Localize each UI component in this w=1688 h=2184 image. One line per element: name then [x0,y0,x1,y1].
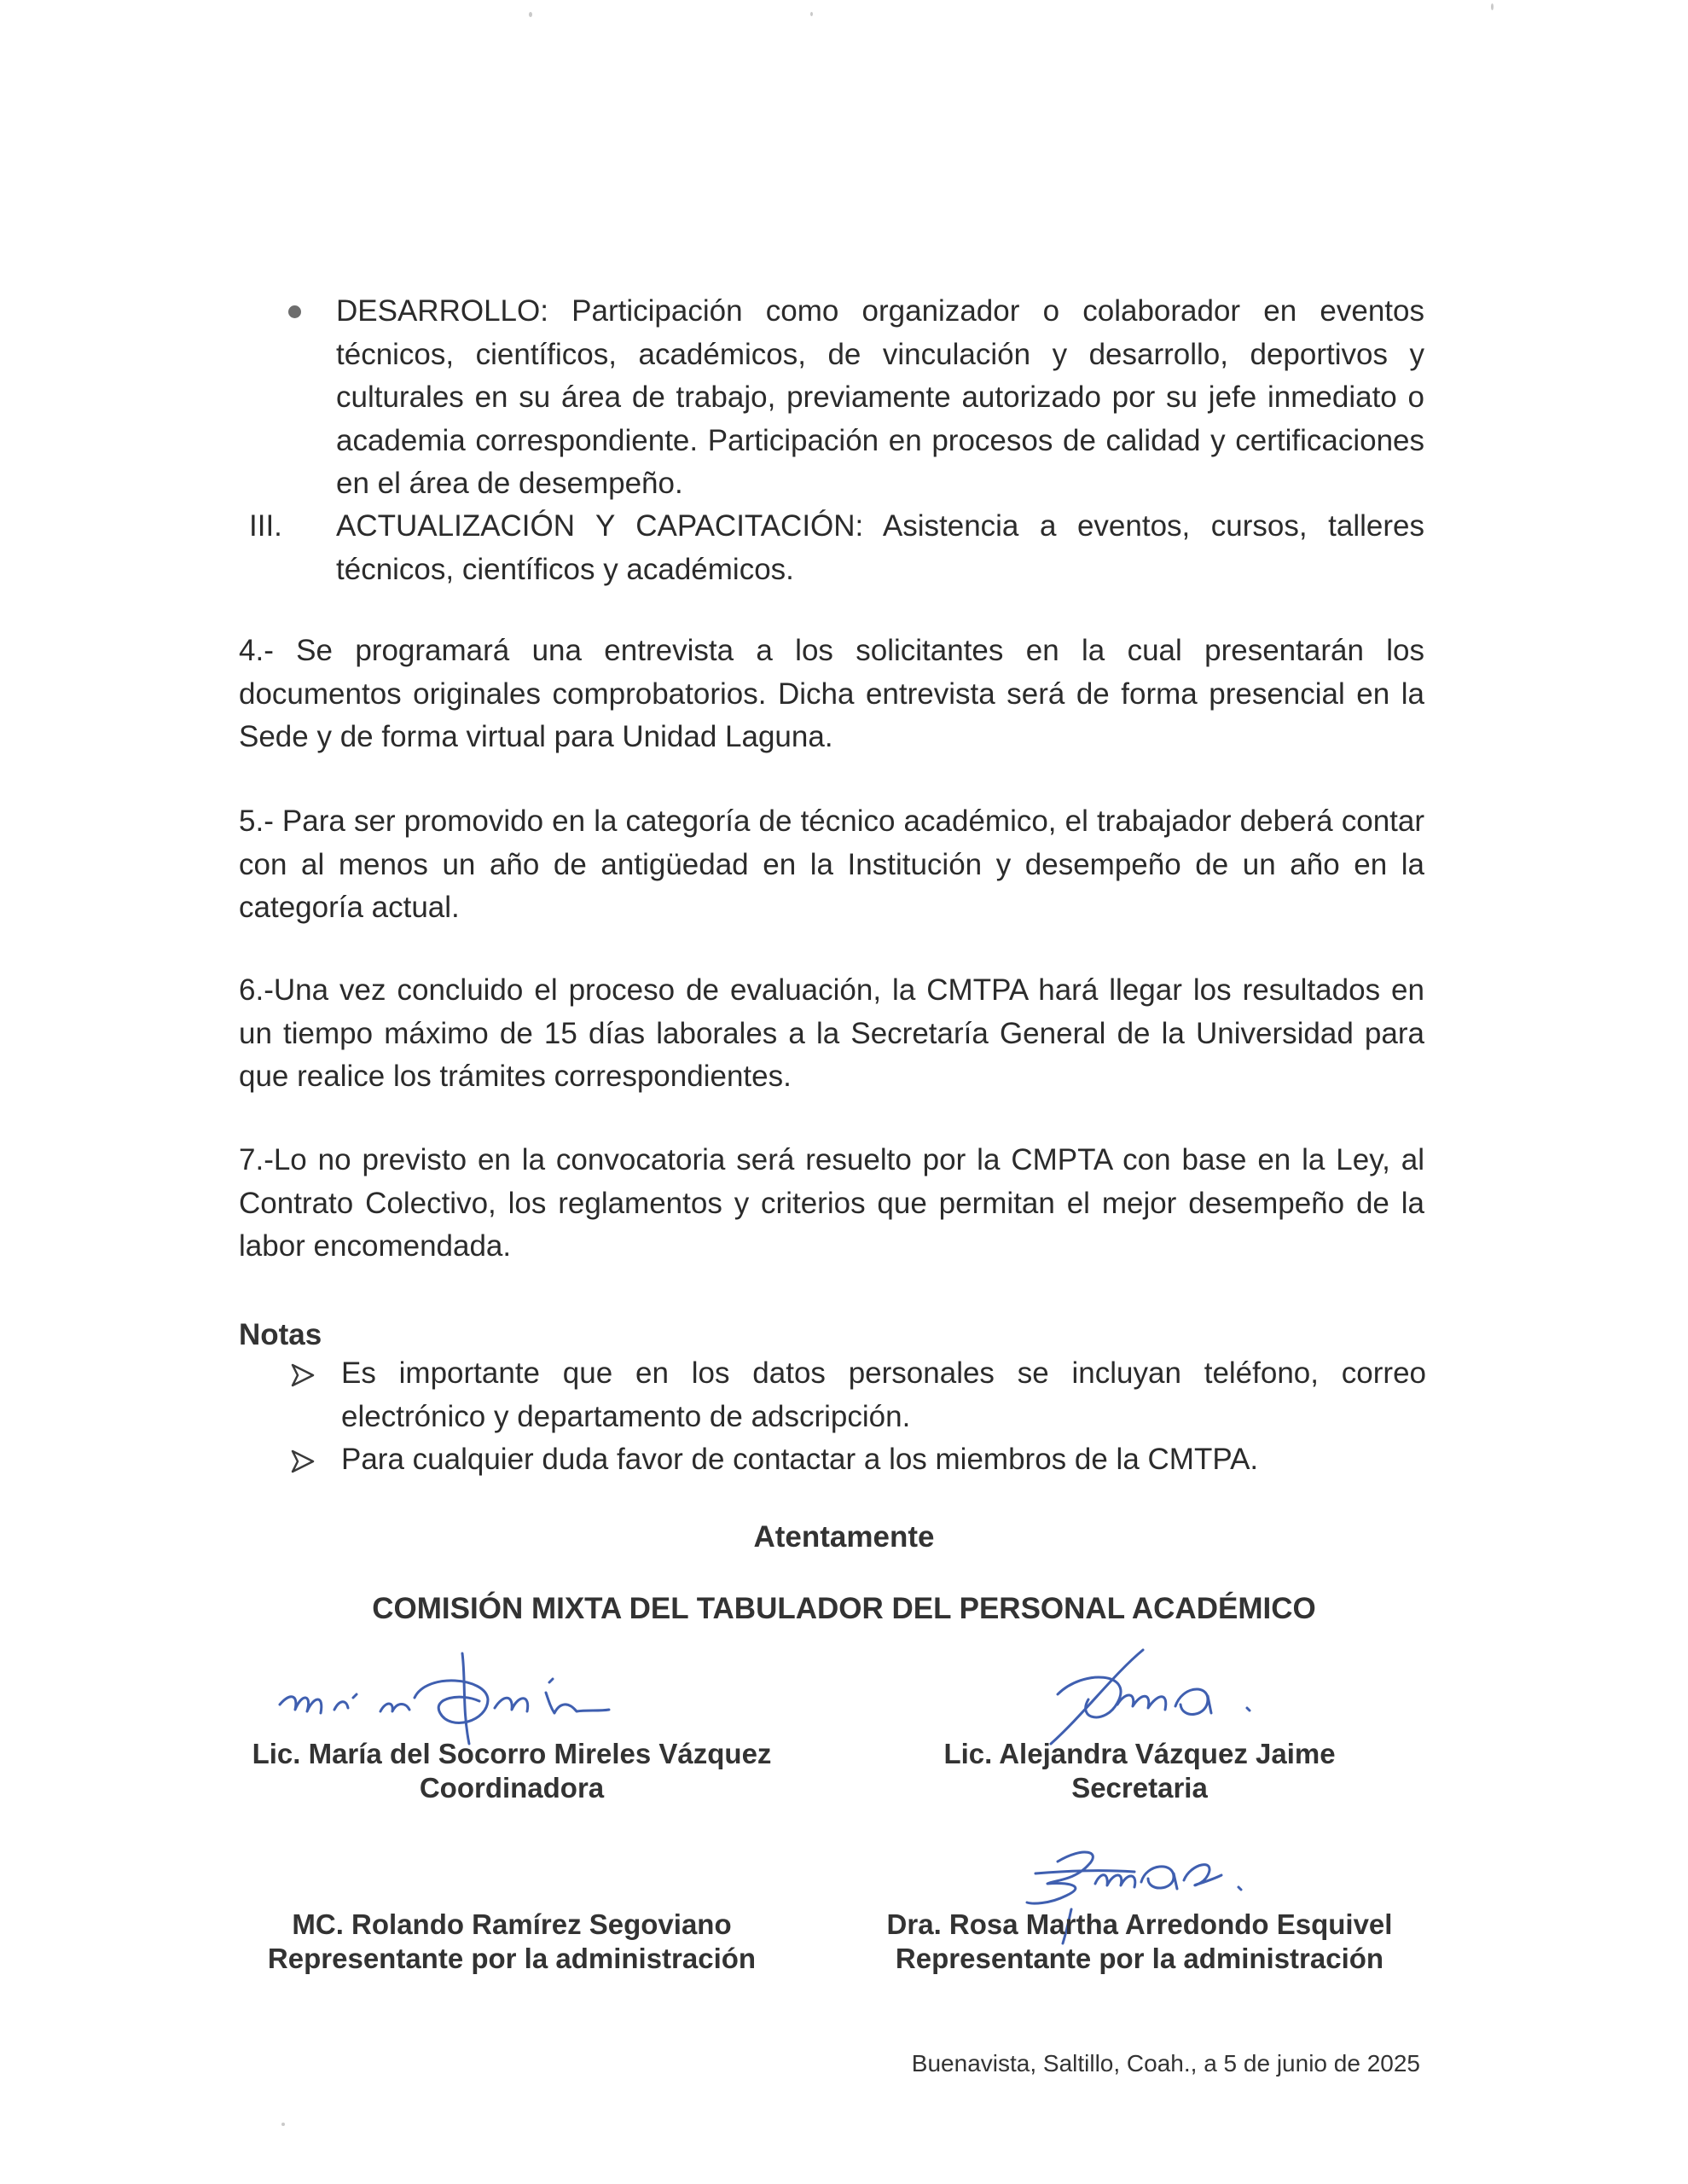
signatory-role: Representante por la administración [895,1943,1384,1974]
scan-speck [281,2123,285,2126]
signatory-name: Lic. Alejandra Vázquez Jaime [943,1738,1336,1769]
scan-speck [810,12,813,16]
paragraph-5: 5.- Para ser promovido en la categoría de técnico académico, el trabajador deberá contar con al menos un año de antigüedad en la Institución y desempeño de un año en la categoría actual. [239,804,1424,924]
signatory-secretaria [798,1737,1481,1805]
signatory-name: Dra. Rosa Martha Arredondo Esquivel [886,1908,1393,1940]
signatory-name: Lic. María del Socorro Mireles Vázquez [252,1738,772,1769]
paragraph-7: 7.-Lo no previsto en la convocatoria será resuelto por la CMPTA con base en la Ley, al Contrato Colectivo, los reglamentos y criterios que permitan el mejor desempeño de la labor encomendada. [239,1143,1424,1263]
note-text: Es importante que en los datos personales se incluyan teléfono, correo electrónico y departamento de adscripción. [341,1356,1426,1433]
roman-item-text: ACTUALIZACIÓN Y CAPACITACIÓN: Asistencia a eventos, cursos, talleres técnicos, científicos y académicos. [336,509,1424,586]
signatory-representante-1 [171,1908,853,1976]
signatory-name: MC. Rolando Ramírez Segoviano [292,1908,732,1940]
paragraph-6: 6.-Una vez concluido el proceso de evaluación, la CMTPA hará llegar los resultados en un tiempo máximo de 15 días laborales a la Secretaría General de la Universidad para que realice los trámites correspondientes. [239,973,1424,1093]
signatory-representante-2 [798,1908,1481,1976]
arrow-bullet-icon [290,1357,316,1401]
place-date: Buenavista, Saltillo, Coah., a 5 de junio de 2025 [911,2050,1420,2077]
signatory-coordinadora [171,1737,853,1805]
bullet-item-text: DESARROLLO: Participación como organizador o colaborador en eventos técnicos, científicos, académicos, de vinculación y desarrollo, deportivos y culturales en su área de trabajo, previamente autorizado por su jefe inmediato o academia correspondiente. Participación en procesos de calidad y certificaciones en el área de desempeño. [336,294,1424,500]
closing-salutation: Atentamente [753,1520,935,1554]
arrow-bullet-icon [290,1443,316,1487]
signatory-role: Coordinadora [419,1772,605,1804]
handwritten-signature-coordinadora [264,1638,708,1749]
notes-heading: Notas [239,1318,322,1351]
paragraph-4: 4.- Se programará una entrevista a los solicitantes en la cual presentarán los documentos originales comprobatorios. Dicha entrevista será de forma presencial en la Sede y de forma virtual para Unidad Laguna. [239,634,1424,753]
scan-speck [529,12,532,17]
signatory-role: Representante por la administración [267,1943,757,1974]
signatory-role: Secretaria [1071,1772,1208,1804]
roman-numeral: III. [249,509,282,543]
scan-speck [1491,3,1494,10]
bullet-icon [288,305,301,318]
note-text: Para cualquier duda favor de contactar a los miembros de la CMTPA. [341,1443,1259,1476]
committee-name: COMISIÓN MIXTA DEL TABULADOR DEL PERSONAL ACADÉMICO [372,1592,1316,1625]
